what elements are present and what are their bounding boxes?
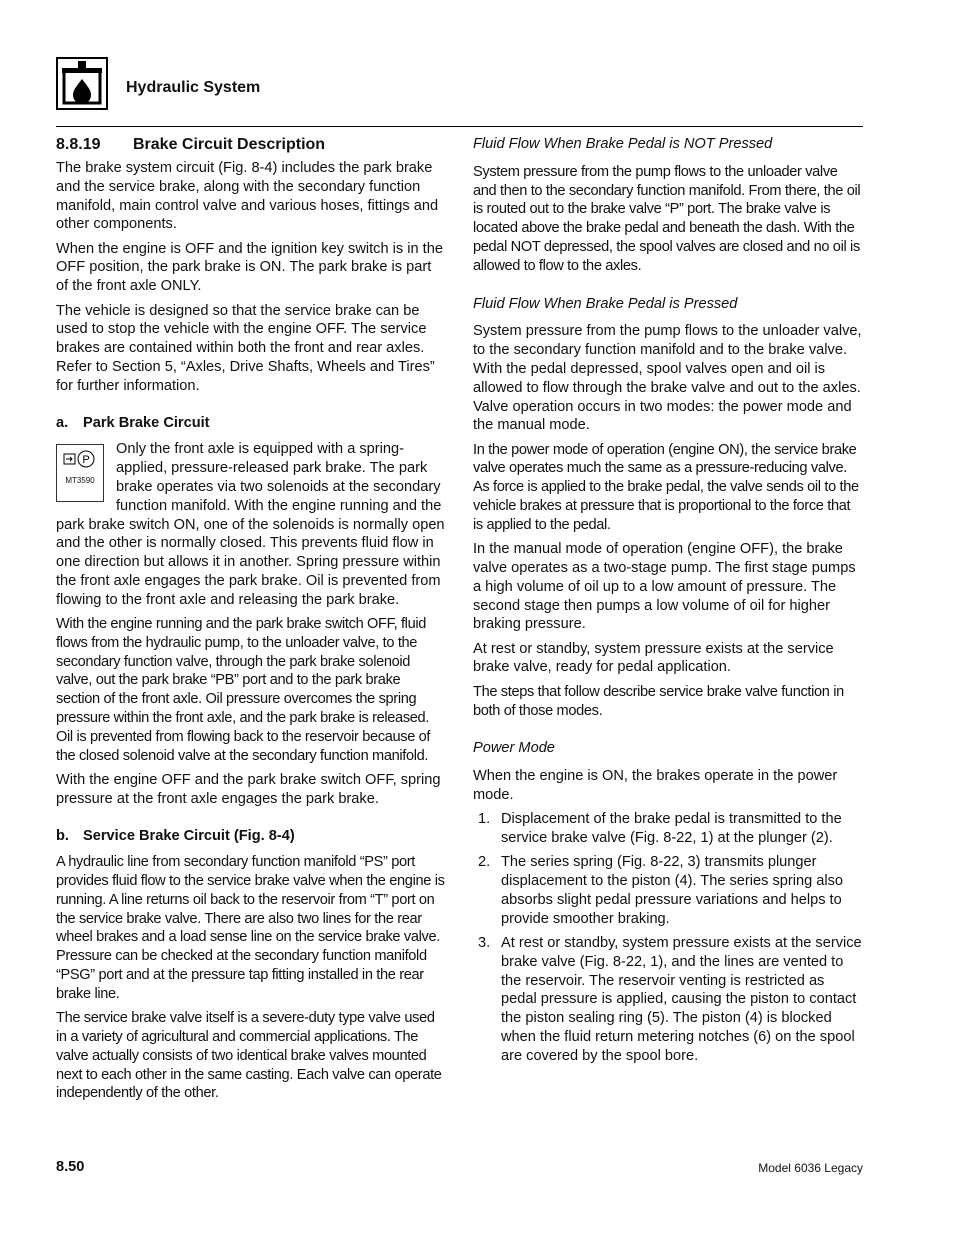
subheading-text: Service Brake Circuit (Fig. 8-4) <box>83 827 295 844</box>
paragraph: In the manual mode of operation (engine OFF), the brake valve operates as a two-stage pump. The first stage pumps a high volume of oil up to a low amount of pressure. The second stage then pumps a low volume of oil for higher braking pressure. <box>473 541 856 633</box>
paragraph: When the engine is ON, the brakes operate in the power mode. <box>473 768 838 803</box>
park-brake-symbol-icon <box>56 444 104 502</box>
paragraph: With the engine OFF and the park brake switch OFF, spring pressure at the front axle engages the park brake. <box>56 771 441 807</box>
paragraph: When the engine is OFF and the ignition key switch is in the OFF position, the park brake is ON. The park brake is part of the front axle ONLY. <box>56 240 443 295</box>
list-item-text: Displacement of the brake pedal is transmitted to the service brake valve (Fig. 8-22, 1) at the plunger (2). <box>501 811 842 846</box>
model-name: Model 6036 Legacy <box>758 1161 863 1175</box>
right-column <box>473 135 863 1071</box>
section-title: Hydraulic System <box>126 79 261 96</box>
list-item-text: At rest or standby, system pressure exists at the service brake valve (Fig. 8-22, 1), and the lines are vented to the reservoir. The reservoir venting is restricted as pedal pressure is applied, causing the piston to contact the piston sealing ring (5). The piston (4) is blocked when the fluid return metering notches (6) on the spool are covered by the spool bore. <box>501 934 862 1064</box>
paragraph: In the power mode of operation (engine ON), the service brake valve operates much the same as a pressure-reducing valve. As force is applied to the brake pedal, the valve sends oil to the vehicle brakes at pressure that is proportional to the force that is applied to the pedal. <box>473 441 859 533</box>
left-column <box>56 135 446 1109</box>
section-number: 8.8.19 <box>56 136 101 153</box>
list-item-number: 3. <box>478 934 491 951</box>
hydraulic-system-logo-icon <box>56 57 108 110</box>
subheading-letter: b. <box>56 827 69 844</box>
power-mode-steps <box>473 810 863 1065</box>
paragraph: The brake system circuit (Fig. 8-4) includes the park brake and the service brake, along with the secondary function manifold, main control valve and various hoses, fittings and other components. <box>56 160 439 233</box>
subheading-power-mode: Power Mode <box>473 740 555 757</box>
header-divider <box>56 126 863 127</box>
subheading-pressed: Fluid Flow When Brake Pedal is Pressed <box>473 295 738 312</box>
paragraph: System pressure from the pump flows to the unloader valve and then to the secondary function manifold. From there, the oil is routed out to the brake valve “P” port. The brake valve is located above the brake pedal and beneath the dash. With the pedal NOT depressed, the spool valves are closed and no oil is allowed to flow to the axles. <box>473 163 861 274</box>
paragraph: The service brake valve itself is a severe-duty type valve used in a variety of agricultural and commercial applications. The valve actually consists of two identical brake valves mounted next to each other in the same casting. Each valve can operate independently of the other. <box>56 1010 442 1102</box>
paragraph: The steps that follow describe service brake valve function in both of those modes. <box>473 683 844 719</box>
list-item <box>473 810 863 848</box>
paragraph: Only the front axle is equipped with a spring-applied, pressure-released park brake. The park brake operates via two solenoids at the secondary function manifold. With the engine running and the park brake switch ON, one of the solenoids is normally open and the other is normally closed. This prevents fluid flow in one direction but allows it in another. Spring pressure within the front axle engages the park brake. Oil is prevented from flowing to the front axle and releasing the park brake. <box>56 441 445 608</box>
paragraph: System pressure from the pump flows to the unloader valve, to the secondary function manifold and to the brake valve. With the pedal depressed, spool valves open and oil is allowed to flow through the brake valve and out to the axles. Valve operation occurs in two modes: the power mode and the manual mode. <box>473 323 862 434</box>
paragraph: The vehicle is designed so that the service brake can be used to stop the vehicle with the engine OFF. The service brakes are contained within both the front and rear axles. Refer to Section 5, “Axles, Drive Shafts, Wheels and Tires” for further information. <box>56 302 435 394</box>
list-item-text: The series spring (Fig. 8-22, 3) transmits plunger displacement to the piston (4). The series spring also absorbs slight pedal pressure variations and helps to provide smoother braking. <box>501 854 844 927</box>
section-heading-text: Brake Circuit Description <box>133 136 326 153</box>
list-item-number: 2. <box>478 854 491 871</box>
page-number: 8.50 <box>56 1159 85 1175</box>
list-item <box>473 853 863 928</box>
svg-text:P: P <box>82 454 90 467</box>
list-item <box>473 934 863 1066</box>
list-item-number: 1. <box>478 811 491 828</box>
subheading-letter: a. <box>56 414 69 431</box>
subheading-not-pressed: Fluid Flow When Brake Pedal is NOT Pressed <box>473 136 773 152</box>
figure-code: MT3590 <box>65 476 95 486</box>
subheading-park-brake <box>56 414 446 433</box>
subheading-service-brake <box>56 827 446 846</box>
paragraph: At rest or standby, system pressure exists at the service brake valve, ready for pedal application. <box>473 640 834 676</box>
paragraph: With the engine running and the park brake switch OFF, fluid flows from the hydraulic pump, to the unloader valve, to the secondary function valve, through the park brake solenoid valve, out the park brake “PB” port and to the park brake section of the front axle. Oil pressure overcomes the spring pressure within the front axle, and the park brake is released. Oil is prevented from flowing back to the reservoir because of the closed solenoid valve at the secondary function manifold. <box>56 616 431 764</box>
paragraph: A hydraulic line from secondary function manifold “PS” port provides fluid flow to the service brake valve when the engine is running. A line returns oil back to the reservoir from “T” port on the service brake valve. There are also two lines for the rear wheel brakes and a load sense line on the service brake valve. Pressure can be checked at the secondary function manifold “PSG” port and at the pressure tap fitting installed in the rear brake line. <box>56 854 445 1002</box>
subheading-text: Park Brake Circuit <box>83 414 210 431</box>
section-heading <box>56 135 446 155</box>
